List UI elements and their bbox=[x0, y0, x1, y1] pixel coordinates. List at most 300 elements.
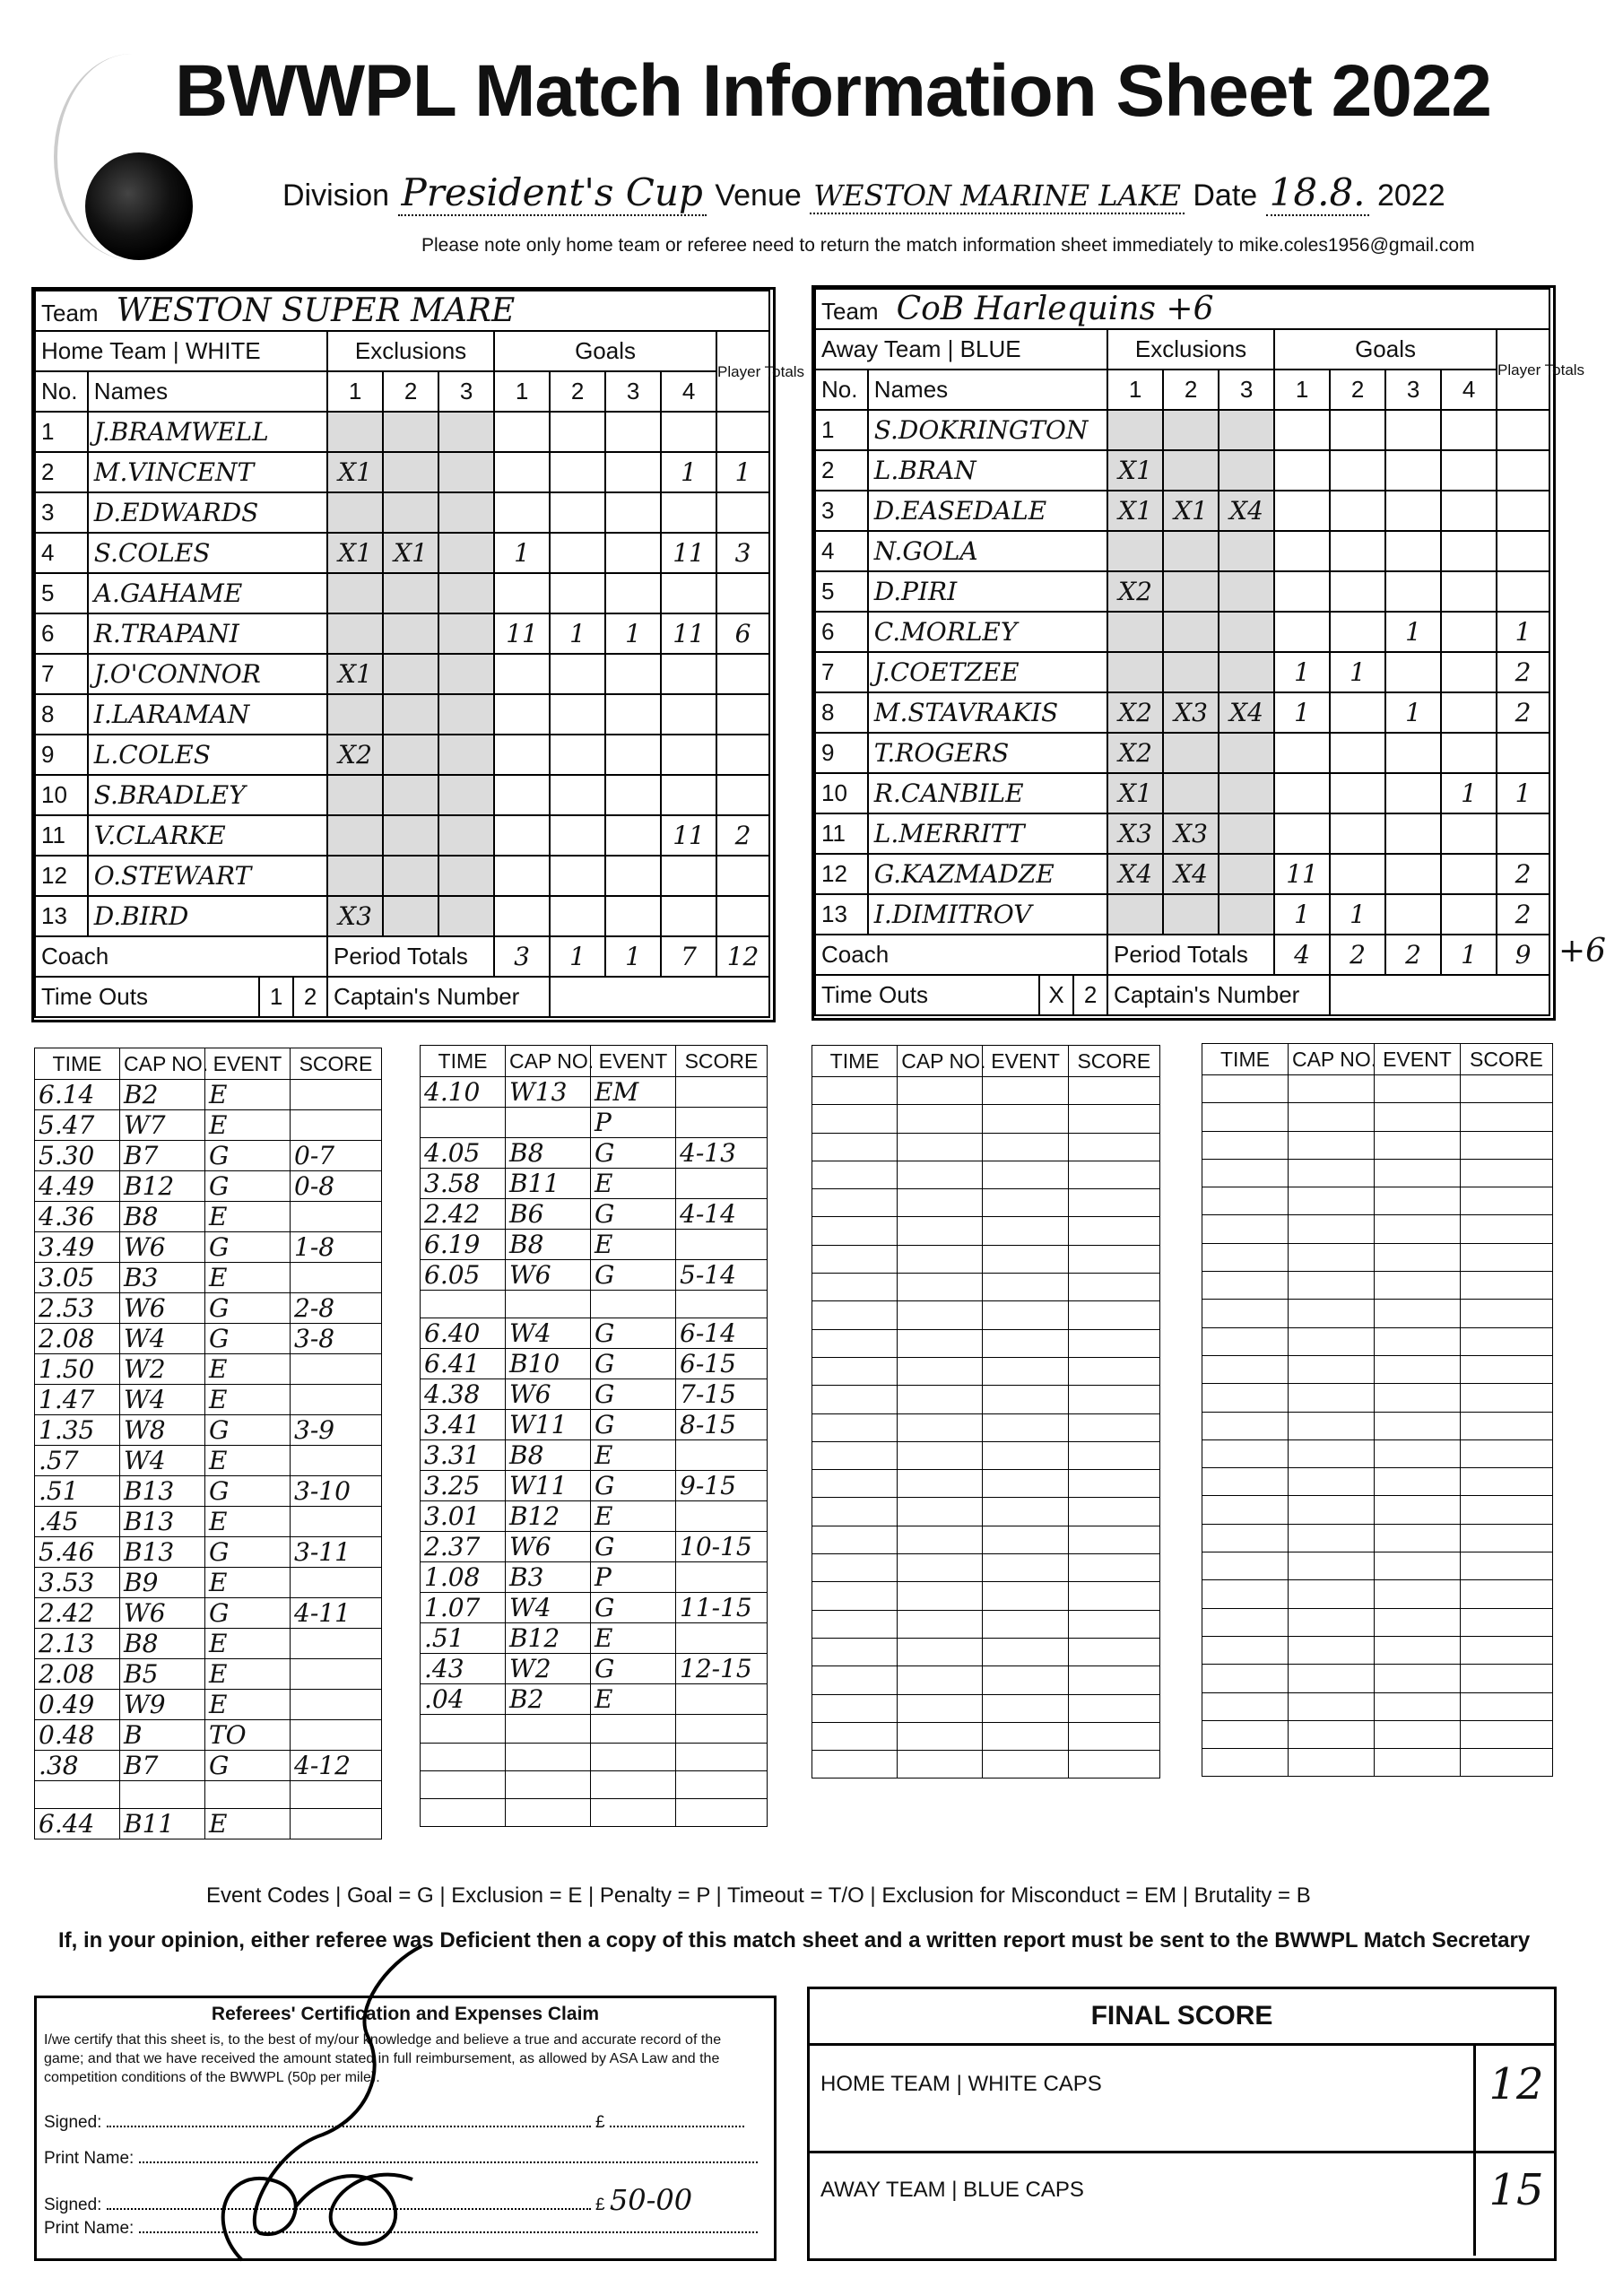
away-team-table bbox=[814, 288, 1585, 1016]
goal-cell bbox=[1385, 491, 1441, 531]
exclusion-cell bbox=[1163, 571, 1219, 612]
cap-number: 9 bbox=[815, 733, 868, 773]
log-cap bbox=[898, 1694, 983, 1722]
cap-number: 11 bbox=[35, 815, 88, 856]
log-cap: W6 bbox=[120, 1232, 205, 1263]
team-label: Team bbox=[41, 300, 99, 326]
log-event bbox=[1374, 1439, 1460, 1467]
signed-label: Signed: bbox=[44, 2113, 102, 2132]
exclusion-cell bbox=[1163, 773, 1219, 813]
log-row bbox=[421, 1108, 768, 1138]
goal-period-2: 2 bbox=[550, 371, 605, 412]
log-time bbox=[812, 1077, 898, 1105]
log-cap bbox=[898, 1441, 983, 1469]
player-row bbox=[35, 815, 769, 856]
home-caps-label: HOME TEAM | WHITE CAPS bbox=[820, 2072, 1102, 2096]
log-cap: W4 bbox=[120, 1446, 205, 1476]
exclusion-cell bbox=[438, 654, 494, 694]
log-row bbox=[812, 1638, 1160, 1665]
log-time bbox=[812, 1357, 898, 1385]
cap-number: 5 bbox=[815, 571, 868, 612]
log-cap bbox=[506, 1770, 591, 1798]
goal-cell bbox=[550, 694, 605, 735]
log-row bbox=[35, 1809, 382, 1839]
log-score: 2-8 bbox=[291, 1293, 382, 1324]
log-score bbox=[1068, 1245, 1159, 1273]
log-time bbox=[812, 1386, 898, 1413]
exclusion-period-1: 1 bbox=[1107, 370, 1163, 410]
log-cap bbox=[898, 1722, 983, 1750]
log-time bbox=[1202, 1187, 1289, 1215]
goal-cell: 1 bbox=[661, 452, 716, 492]
log-score bbox=[291, 1385, 382, 1415]
log-cap bbox=[1288, 1243, 1374, 1271]
goal-cell bbox=[1385, 652, 1441, 692]
exclusion-cell bbox=[1107, 894, 1163, 935]
log-time bbox=[812, 1554, 898, 1582]
player-name: J.O'CONNOR bbox=[88, 654, 327, 694]
goal-cell bbox=[550, 815, 605, 856]
goal-cell bbox=[550, 654, 605, 694]
log-time bbox=[812, 1722, 898, 1750]
exclusion-cell bbox=[1107, 531, 1163, 571]
exclusion-cell: X3 bbox=[1163, 692, 1219, 733]
player-name: L.MERRITT bbox=[868, 813, 1107, 854]
time-outs-cell bbox=[815, 975, 1107, 1015]
log-row bbox=[1202, 1468, 1553, 1496]
log-event bbox=[983, 1722, 1068, 1750]
log-row bbox=[812, 1245, 1160, 1273]
log-score bbox=[1068, 1694, 1159, 1722]
log-row bbox=[1202, 1272, 1553, 1300]
goal-cell bbox=[1274, 491, 1330, 531]
exclusion-cell bbox=[1163, 733, 1219, 773]
log-event: E bbox=[591, 1440, 676, 1471]
log-time: 3.49 bbox=[35, 1232, 120, 1263]
log-time: 2.53 bbox=[35, 1293, 120, 1324]
log-row bbox=[812, 1077, 1160, 1105]
log-cap: W4 bbox=[120, 1324, 205, 1354]
log-score: 8-15 bbox=[676, 1410, 768, 1440]
log-time bbox=[1202, 1468, 1289, 1496]
log-row bbox=[812, 1582, 1160, 1610]
log-score bbox=[1068, 1751, 1159, 1779]
log-time bbox=[1202, 1215, 1289, 1243]
log-score: 3-8 bbox=[291, 1324, 382, 1354]
exclusion-period-1: 1 bbox=[327, 371, 383, 412]
log-time: .51 bbox=[35, 1476, 120, 1507]
log-score bbox=[676, 1562, 768, 1593]
log-time bbox=[421, 1715, 506, 1743]
log-cap: W4 bbox=[506, 1593, 591, 1623]
log-score: 4-14 bbox=[676, 1199, 768, 1230]
log-event bbox=[1374, 1103, 1460, 1131]
log-cap bbox=[506, 1743, 591, 1770]
log-event: E bbox=[205, 1263, 291, 1293]
log-time bbox=[421, 1291, 506, 1318]
log-cap: W9 bbox=[120, 1690, 205, 1720]
final-score-box bbox=[807, 1987, 1557, 2261]
log-cap: W4 bbox=[506, 1318, 591, 1349]
captains-number-value bbox=[1330, 975, 1549, 1015]
log-cap bbox=[898, 1161, 983, 1188]
goal-cell bbox=[1330, 450, 1385, 491]
period-total: 1 bbox=[1441, 935, 1497, 975]
log-score bbox=[1068, 1441, 1159, 1469]
log-score bbox=[1460, 1412, 1552, 1439]
log-cap: W8 bbox=[120, 1415, 205, 1446]
log-row bbox=[421, 1471, 768, 1501]
log-time: .38 bbox=[35, 1751, 120, 1781]
log-row bbox=[1202, 1187, 1553, 1215]
exclusion-cell bbox=[1219, 854, 1274, 894]
player-name: S.DOKRINGTON bbox=[868, 410, 1107, 450]
log-cap bbox=[898, 1245, 983, 1273]
log-row bbox=[421, 1501, 768, 1532]
log-cap bbox=[506, 1799, 591, 1827]
log-row bbox=[1202, 1692, 1553, 1720]
player-name: M.STAVRAKIS bbox=[868, 692, 1107, 733]
names-header: Names bbox=[868, 370, 1107, 410]
goal-cell bbox=[494, 573, 550, 613]
log-score bbox=[676, 1501, 768, 1532]
log-cap bbox=[1288, 1272, 1374, 1300]
log-cap bbox=[120, 1781, 205, 1809]
log-event: E bbox=[205, 1568, 291, 1598]
player-name: O.STEWART bbox=[88, 856, 327, 896]
log-cap bbox=[898, 1189, 983, 1217]
player-total bbox=[1497, 491, 1549, 531]
goal-cell bbox=[494, 492, 550, 533]
player-row bbox=[815, 491, 1549, 531]
player-name: R.CANBILE bbox=[868, 773, 1107, 813]
log-header-cap: CAP NO. bbox=[506, 1046, 591, 1077]
log-cap bbox=[898, 1386, 983, 1413]
log-cap bbox=[1288, 1159, 1374, 1187]
bwwpl-logo bbox=[85, 152, 193, 260]
log-event bbox=[1374, 1412, 1460, 1439]
goal-cell bbox=[605, 492, 661, 533]
player-row bbox=[815, 733, 1549, 773]
division-value: President's Cup bbox=[398, 170, 707, 216]
log-event: E bbox=[205, 1080, 291, 1110]
goal-cell bbox=[605, 775, 661, 815]
goal-cell bbox=[1385, 813, 1441, 854]
log-time: 0.49 bbox=[35, 1690, 120, 1720]
exclusion-period-3: 3 bbox=[1219, 370, 1274, 410]
log-time bbox=[421, 1799, 506, 1827]
log-time bbox=[812, 1638, 898, 1665]
log-header-time: TIME bbox=[35, 1048, 120, 1080]
log-event bbox=[1374, 1468, 1460, 1496]
log-cap bbox=[898, 1751, 983, 1779]
goal-cell bbox=[661, 775, 716, 815]
log-event bbox=[1374, 1075, 1460, 1103]
log-event bbox=[1374, 1692, 1460, 1720]
goal-cell bbox=[550, 896, 605, 936]
log-cap bbox=[1288, 1692, 1374, 1720]
log-row bbox=[421, 1623, 768, 1654]
goal-cell bbox=[1274, 612, 1330, 652]
log-cap bbox=[898, 1638, 983, 1665]
log-row bbox=[1202, 1636, 1553, 1664]
log-event: E bbox=[591, 1684, 676, 1715]
log-cap: W6 bbox=[506, 1260, 591, 1291]
log-time bbox=[812, 1470, 898, 1498]
log-score bbox=[1460, 1327, 1552, 1355]
goal-cell bbox=[1441, 450, 1497, 491]
player-total: 1 bbox=[1497, 612, 1549, 652]
cap-number: 7 bbox=[35, 654, 88, 694]
log-event bbox=[983, 1386, 1068, 1413]
log-row bbox=[812, 1357, 1160, 1385]
log-score bbox=[1068, 1161, 1159, 1188]
log-event bbox=[983, 1526, 1068, 1553]
log-row bbox=[421, 1799, 768, 1827]
log-event: G bbox=[205, 1751, 291, 1781]
log-event bbox=[1374, 1384, 1460, 1412]
exclusion-cell bbox=[1219, 733, 1274, 773]
exclusion-cell bbox=[1219, 571, 1274, 612]
log-score bbox=[1460, 1692, 1552, 1720]
venue-label: Venue bbox=[715, 178, 802, 213]
log-event bbox=[983, 1077, 1068, 1105]
player-name: N.GOLA bbox=[868, 531, 1107, 571]
log-time bbox=[812, 1189, 898, 1217]
log-time bbox=[1202, 1636, 1289, 1664]
log-score bbox=[1460, 1636, 1552, 1664]
cap-number: 7 bbox=[815, 652, 868, 692]
player-total: 1 bbox=[716, 452, 769, 492]
log-row bbox=[35, 1568, 382, 1598]
cap-number: 2 bbox=[35, 452, 88, 492]
referee-title: Referees' Certification and Expenses Claim bbox=[211, 2004, 600, 2024]
goal-cell bbox=[605, 896, 661, 936]
exclusion-cell bbox=[1219, 652, 1274, 692]
exclusion-cell: X4 bbox=[1163, 854, 1219, 894]
goal-cell bbox=[1385, 733, 1441, 773]
log-score bbox=[1068, 1301, 1159, 1329]
log-event: P bbox=[591, 1108, 676, 1138]
player-row bbox=[815, 612, 1549, 652]
goal-cell bbox=[1330, 410, 1385, 450]
log-time: 3.31 bbox=[421, 1440, 506, 1471]
log-time bbox=[812, 1526, 898, 1553]
exclusion-cell bbox=[1219, 531, 1274, 571]
log-row bbox=[1202, 1215, 1553, 1243]
goal-cell bbox=[661, 694, 716, 735]
event-log-2 bbox=[420, 1045, 768, 1827]
goal-cell bbox=[1330, 571, 1385, 612]
log-cap bbox=[1288, 1496, 1374, 1524]
log-row bbox=[812, 1441, 1160, 1469]
log-cap bbox=[1288, 1187, 1374, 1215]
goal-cell bbox=[494, 735, 550, 775]
exclusion-cell: X1 bbox=[327, 452, 383, 492]
log-row bbox=[1202, 1720, 1553, 1748]
exclusion-cell: X2 bbox=[1107, 733, 1163, 773]
exclusion-cell: X4 bbox=[1219, 491, 1274, 531]
player-row bbox=[35, 775, 769, 815]
exclusion-cell bbox=[1163, 531, 1219, 571]
coach-label: Coach bbox=[35, 936, 327, 977]
event-log-1 bbox=[34, 1048, 382, 1839]
log-cap: B3 bbox=[120, 1263, 205, 1293]
exclusion-cell bbox=[383, 694, 438, 735]
exclusion-cell bbox=[438, 896, 494, 936]
log-score bbox=[1068, 1582, 1159, 1610]
log-event: E bbox=[591, 1230, 676, 1260]
goal-cell bbox=[1330, 531, 1385, 571]
log-event: E bbox=[591, 1169, 676, 1199]
log-row bbox=[35, 1659, 382, 1690]
pound-sign-2: £ bbox=[595, 2196, 605, 2214]
log-row bbox=[35, 1751, 382, 1781]
log-event bbox=[1374, 1496, 1460, 1524]
player-name: S.COLES bbox=[88, 533, 327, 573]
player-totals-header: Player Totals bbox=[1497, 329, 1549, 410]
log-event bbox=[1374, 1327, 1460, 1355]
goal-cell: 11 bbox=[661, 613, 716, 654]
home-team-colour: Home Team | WHITE bbox=[35, 331, 327, 371]
log-score bbox=[1460, 1272, 1552, 1300]
log-time: 2.42 bbox=[35, 1598, 120, 1629]
goal-cell: 1 bbox=[494, 533, 550, 573]
log-score bbox=[1460, 1159, 1552, 1187]
log-row bbox=[421, 1138, 768, 1169]
log-event: G bbox=[591, 1654, 676, 1684]
player-name: G.KAZMADZE bbox=[868, 854, 1107, 894]
log-cap: B10 bbox=[506, 1349, 591, 1379]
exclusion-cell bbox=[327, 775, 383, 815]
log-event: E bbox=[205, 1659, 291, 1690]
log-event bbox=[983, 1245, 1068, 1273]
log-row bbox=[812, 1386, 1160, 1413]
log-score bbox=[1460, 1608, 1552, 1636]
log-time: 1.08 bbox=[421, 1562, 506, 1593]
exclusion-cell: X1 bbox=[327, 533, 383, 573]
exclusion-cell bbox=[383, 735, 438, 775]
log-time: 6.41 bbox=[421, 1349, 506, 1379]
log-cap bbox=[506, 1291, 591, 1318]
exclusion-period-2: 2 bbox=[383, 371, 438, 412]
log-time: 1.50 bbox=[35, 1354, 120, 1385]
log-cap: B12 bbox=[506, 1501, 591, 1532]
log-time bbox=[1202, 1300, 1289, 1327]
away-final-score: 15 bbox=[1488, 2165, 1544, 2215]
exclusion-cell: X3 bbox=[1163, 813, 1219, 854]
log-score bbox=[291, 1720, 382, 1751]
player-totals-header: Player Totals bbox=[716, 331, 769, 412]
log-cap bbox=[1288, 1524, 1374, 1552]
log-cap bbox=[898, 1329, 983, 1357]
log-event: G bbox=[205, 1171, 291, 1202]
log-time: 1.47 bbox=[35, 1385, 120, 1415]
timeout-1: X bbox=[1038, 976, 1072, 1014]
log-time: 1.07 bbox=[421, 1593, 506, 1623]
log-event bbox=[1374, 1636, 1460, 1664]
goal-cell bbox=[661, 573, 716, 613]
log-row bbox=[421, 1743, 768, 1770]
goal-cell bbox=[1274, 733, 1330, 773]
log-row bbox=[35, 1171, 382, 1202]
log-score bbox=[1460, 1749, 1552, 1777]
log-event: G bbox=[591, 1379, 676, 1410]
period-total: 2 bbox=[1385, 935, 1441, 975]
log-score: 3-10 bbox=[291, 1476, 382, 1507]
log-time bbox=[812, 1582, 898, 1610]
log-time bbox=[1202, 1412, 1289, 1439]
home-team-name: WESTON SUPER MARE bbox=[116, 292, 516, 329]
log-row bbox=[421, 1532, 768, 1562]
log-score: 6-14 bbox=[676, 1318, 768, 1349]
player-name: D.PIRI bbox=[868, 571, 1107, 612]
log-time bbox=[1202, 1075, 1289, 1103]
goal-cell bbox=[1441, 571, 1497, 612]
log-row bbox=[1202, 1665, 1553, 1692]
log-time: 4.10 bbox=[421, 1077, 506, 1108]
log-row bbox=[1202, 1327, 1553, 1355]
log-score: 0-7 bbox=[291, 1141, 382, 1171]
goal-period-4: 4 bbox=[661, 371, 716, 412]
exclusion-cell bbox=[1219, 410, 1274, 450]
exclusion-period-2: 2 bbox=[1163, 370, 1219, 410]
log-time: 4.49 bbox=[35, 1171, 120, 1202]
log-score bbox=[1460, 1075, 1552, 1103]
goal-cell bbox=[605, 654, 661, 694]
log-cap: B8 bbox=[506, 1138, 591, 1169]
goal-period-3: 3 bbox=[605, 371, 661, 412]
exclusion-cell: X1 bbox=[1163, 491, 1219, 531]
goal-cell bbox=[550, 412, 605, 452]
home-team-row bbox=[35, 291, 769, 331]
log-time: 2.42 bbox=[421, 1199, 506, 1230]
goals-header: Goals bbox=[494, 331, 716, 371]
player-name: L.BRAN bbox=[868, 450, 1107, 491]
log-event: E bbox=[205, 1690, 291, 1720]
log-time bbox=[812, 1498, 898, 1526]
log-cap bbox=[898, 1413, 983, 1441]
exclusion-cell bbox=[383, 896, 438, 936]
player-total bbox=[716, 735, 769, 775]
log-row bbox=[1202, 1524, 1553, 1552]
goal-cell bbox=[1441, 491, 1497, 531]
away-extra-goals: +6 bbox=[1558, 933, 1607, 970]
goal-cell: 1 bbox=[1274, 692, 1330, 733]
log-event: G bbox=[591, 1260, 676, 1291]
log-event bbox=[983, 1217, 1068, 1245]
log-time: .45 bbox=[35, 1507, 120, 1537]
log-event bbox=[983, 1441, 1068, 1469]
log-time: 3.05 bbox=[35, 1263, 120, 1293]
log-cap bbox=[1288, 1439, 1374, 1467]
exclusion-cell bbox=[1107, 612, 1163, 652]
player-name: J.COETZEE bbox=[868, 652, 1107, 692]
log-score bbox=[676, 1743, 768, 1770]
log-header-event: EVENT bbox=[205, 1048, 291, 1080]
player-total: 2 bbox=[1497, 894, 1549, 935]
log-score bbox=[1460, 1468, 1552, 1496]
log-score bbox=[1460, 1187, 1552, 1215]
log-event bbox=[1374, 1300, 1460, 1327]
cap-number: 12 bbox=[815, 854, 868, 894]
player-row bbox=[815, 692, 1549, 733]
cap-number: 1 bbox=[35, 412, 88, 452]
exclusion-cell: X1 bbox=[327, 654, 383, 694]
log-cap: B12 bbox=[120, 1171, 205, 1202]
log-row bbox=[421, 1593, 768, 1623]
log-event bbox=[983, 1498, 1068, 1526]
